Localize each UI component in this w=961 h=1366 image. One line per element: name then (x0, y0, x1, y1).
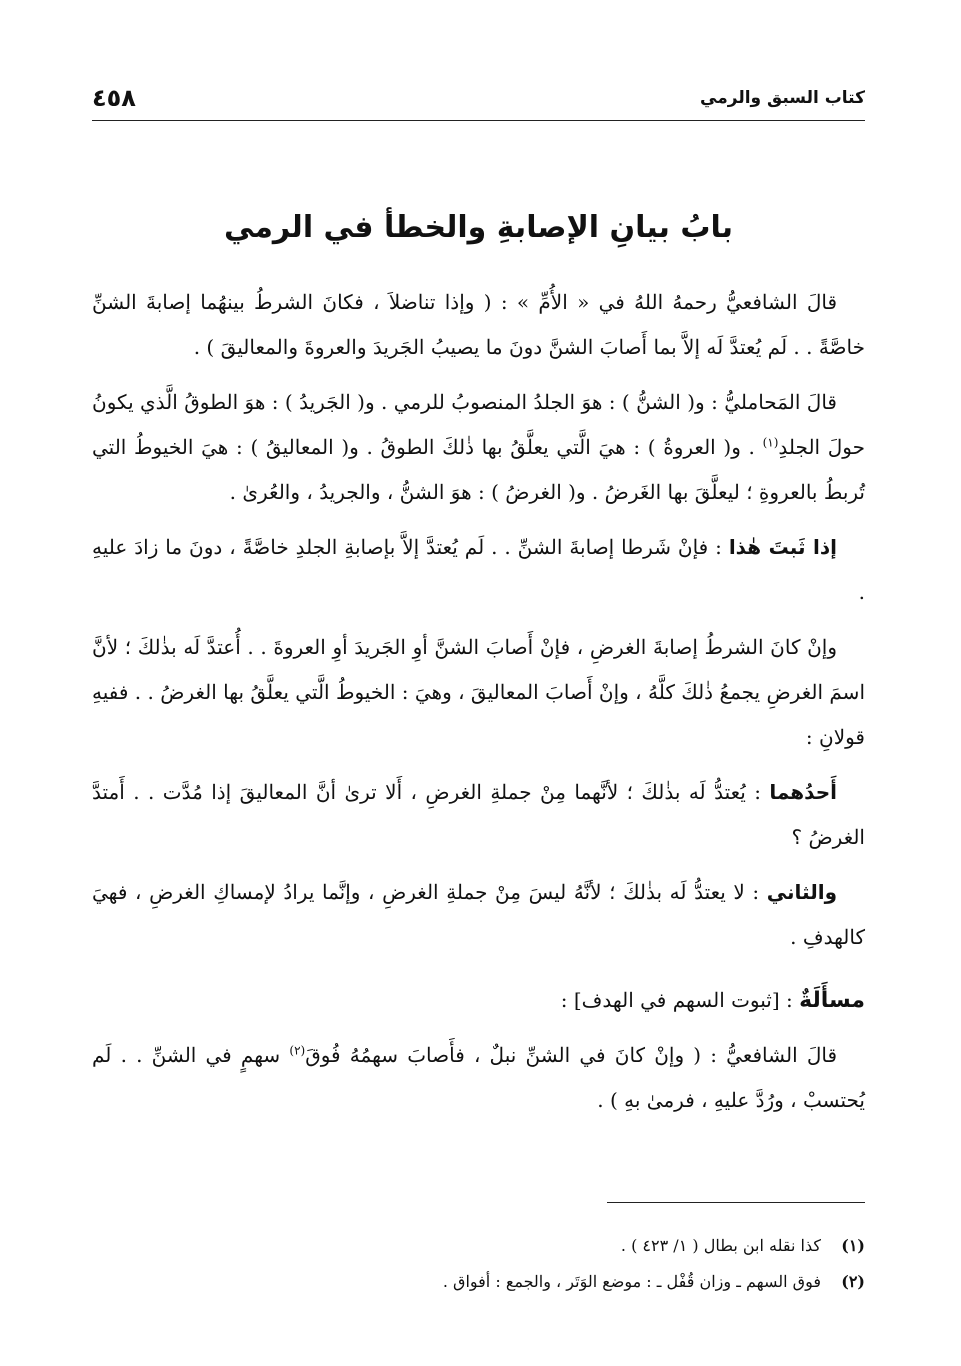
book-title: كتاب السبق والرمي (700, 88, 865, 108)
running-header (92, 84, 865, 121)
masala-label: مسأَلَةٌ (799, 988, 865, 1013)
page-number: ٤٥٨ (92, 84, 136, 112)
paragraph-5-lead: أَحدُهما (769, 780, 837, 804)
paragraph-3-rest: : فإنْ شَرطا إصابةَ الشنِّ . . لَم يُعتدَّ إلاَّ بإصابةِ الجلدِ خاصَّةً ، دونَ ما زادَ عليهِ . (92, 535, 865, 604)
paragraph-1: قالَ الشافعيُّ رحمهُ اللهُ في « الأُمِّ » : ( وإذا تناضلاَ ، فكانَ الشرطُ بينهُما إصابةَ الشنِّ خاصَّةً . . لَم يُعتدَّ لَه إلاَّ بما أَصابَ الشنَّ دونَ ما يصيبُ الجَريدَ والعروةَ والمعاليقَ ) . (92, 290, 865, 359)
paragraph-3-lead: إذا ثَبتَ هٰذا (728, 535, 837, 559)
paragraph-7 (92, 1033, 865, 1123)
paragraph-2-part-b: . و( العروةُ ) : هيَ الَّتي يعلَّقُ بها ذٰلكَ الطوقُ . و( المعاليقُ ) : هيَ الخيوطُ التي تُربطُ بالعروةِ ؛ ليعلَّقَ بها الغَرضُ . و( الغرضُ ) : هوَ الشنُّ ، والجريدُ ، والعُرىٰ . (92, 435, 865, 504)
footnotes (92, 1228, 865, 1300)
chapter-title: بابُ بيانِ الإصابةِ والخطأ في الرمي (223, 210, 734, 245)
footnote-text: فوق السهم ـ وزان قُفْل ـ : موضع الوَتَر ، والجمع : أفواق . (442, 1272, 821, 1291)
paragraph-7-part-b: سهمٍ في الشنِّ . . لَم يُحتسبْ ، ورُدَّ عليهِ ، فرمىٰ بهِ ) . (92, 1043, 865, 1112)
paragraph-5 (92, 770, 865, 860)
paragraph-6-lead: والثاني (766, 880, 837, 904)
footnote-1 (92, 1228, 865, 1264)
paragraph-6 (92, 870, 865, 960)
paragraph-6-rest: : لا يعتدُّ لَه بذٰلكَ ؛ لأنَّهُ ليسَ مِنْ جملةِ الغرضِ ، وإنَّما يرادُ لإمساكِ الغرضِ ، فهيَ كالهدفِ . (92, 880, 865, 949)
footnote-ref-2: (٢) (289, 1043, 306, 1058)
footnote-separator (607, 1202, 865, 1203)
paragraph-2 (92, 380, 865, 515)
paragraph-7-part-a: قالَ الشافعيُّ : ( وإنْ كانَ في الشنِّ نبلٌ ، فأَصابَ سهمُهُ فُوقَ (305, 1043, 837, 1067)
footnote-text: كذا نقله ابن بطال ( ١/ ٤٢٣ ) . (620, 1236, 821, 1255)
paragraph-2-part-a: قالَ المَحامليُّ : و( الشنُّ ) : هوَ الجلدُ المنصوبُ للرمي . و( الجَريدُ ) : هوَ الطوقُ الَّذي يكونُ حولَ الجلدِ (92, 390, 866, 459)
masala-subtitle: : [ثبوت السهم في الهدف] : (560, 988, 800, 1012)
footnote-number: (٢) (841, 1272, 865, 1291)
paragraph-4: وإنْ كانَ الشرطُ إصابةَ الغرضِ ، فإنْ أَصابَ الشنَّ أوِ الجَريدَ أوِ العروةَ . . أُعتدَّ لَه بذٰلكَ ؛ لأنَّ اسمَ الغرضِ يجمعُ ذٰلكَ كلَّهُ ، وإنْ أَصابَ المعاليقَ ، وهيَ : الخيوطُ الَّتي يعلَّقُ بها الغرضُ . . ففيهِ قولانِ : (92, 635, 865, 749)
paragraph-5-rest: : يُعتدُّ لَه بذٰلكَ ؛ لأنَّهما مِنْ جملةِ الغرضِ ، أَلا ترىٰ أنَّ المعاليقَ إذا مُدَّت . . أَمتدَّ الغرضُ ؟ (92, 780, 865, 849)
footnote-2 (92, 1264, 865, 1300)
footnote-number: (١) (841, 1236, 865, 1255)
footnote-ref-1: (١) (762, 435, 779, 450)
paragraph-3 (92, 525, 865, 615)
main-text (92, 280, 865, 1133)
masala-heading (92, 978, 865, 1023)
